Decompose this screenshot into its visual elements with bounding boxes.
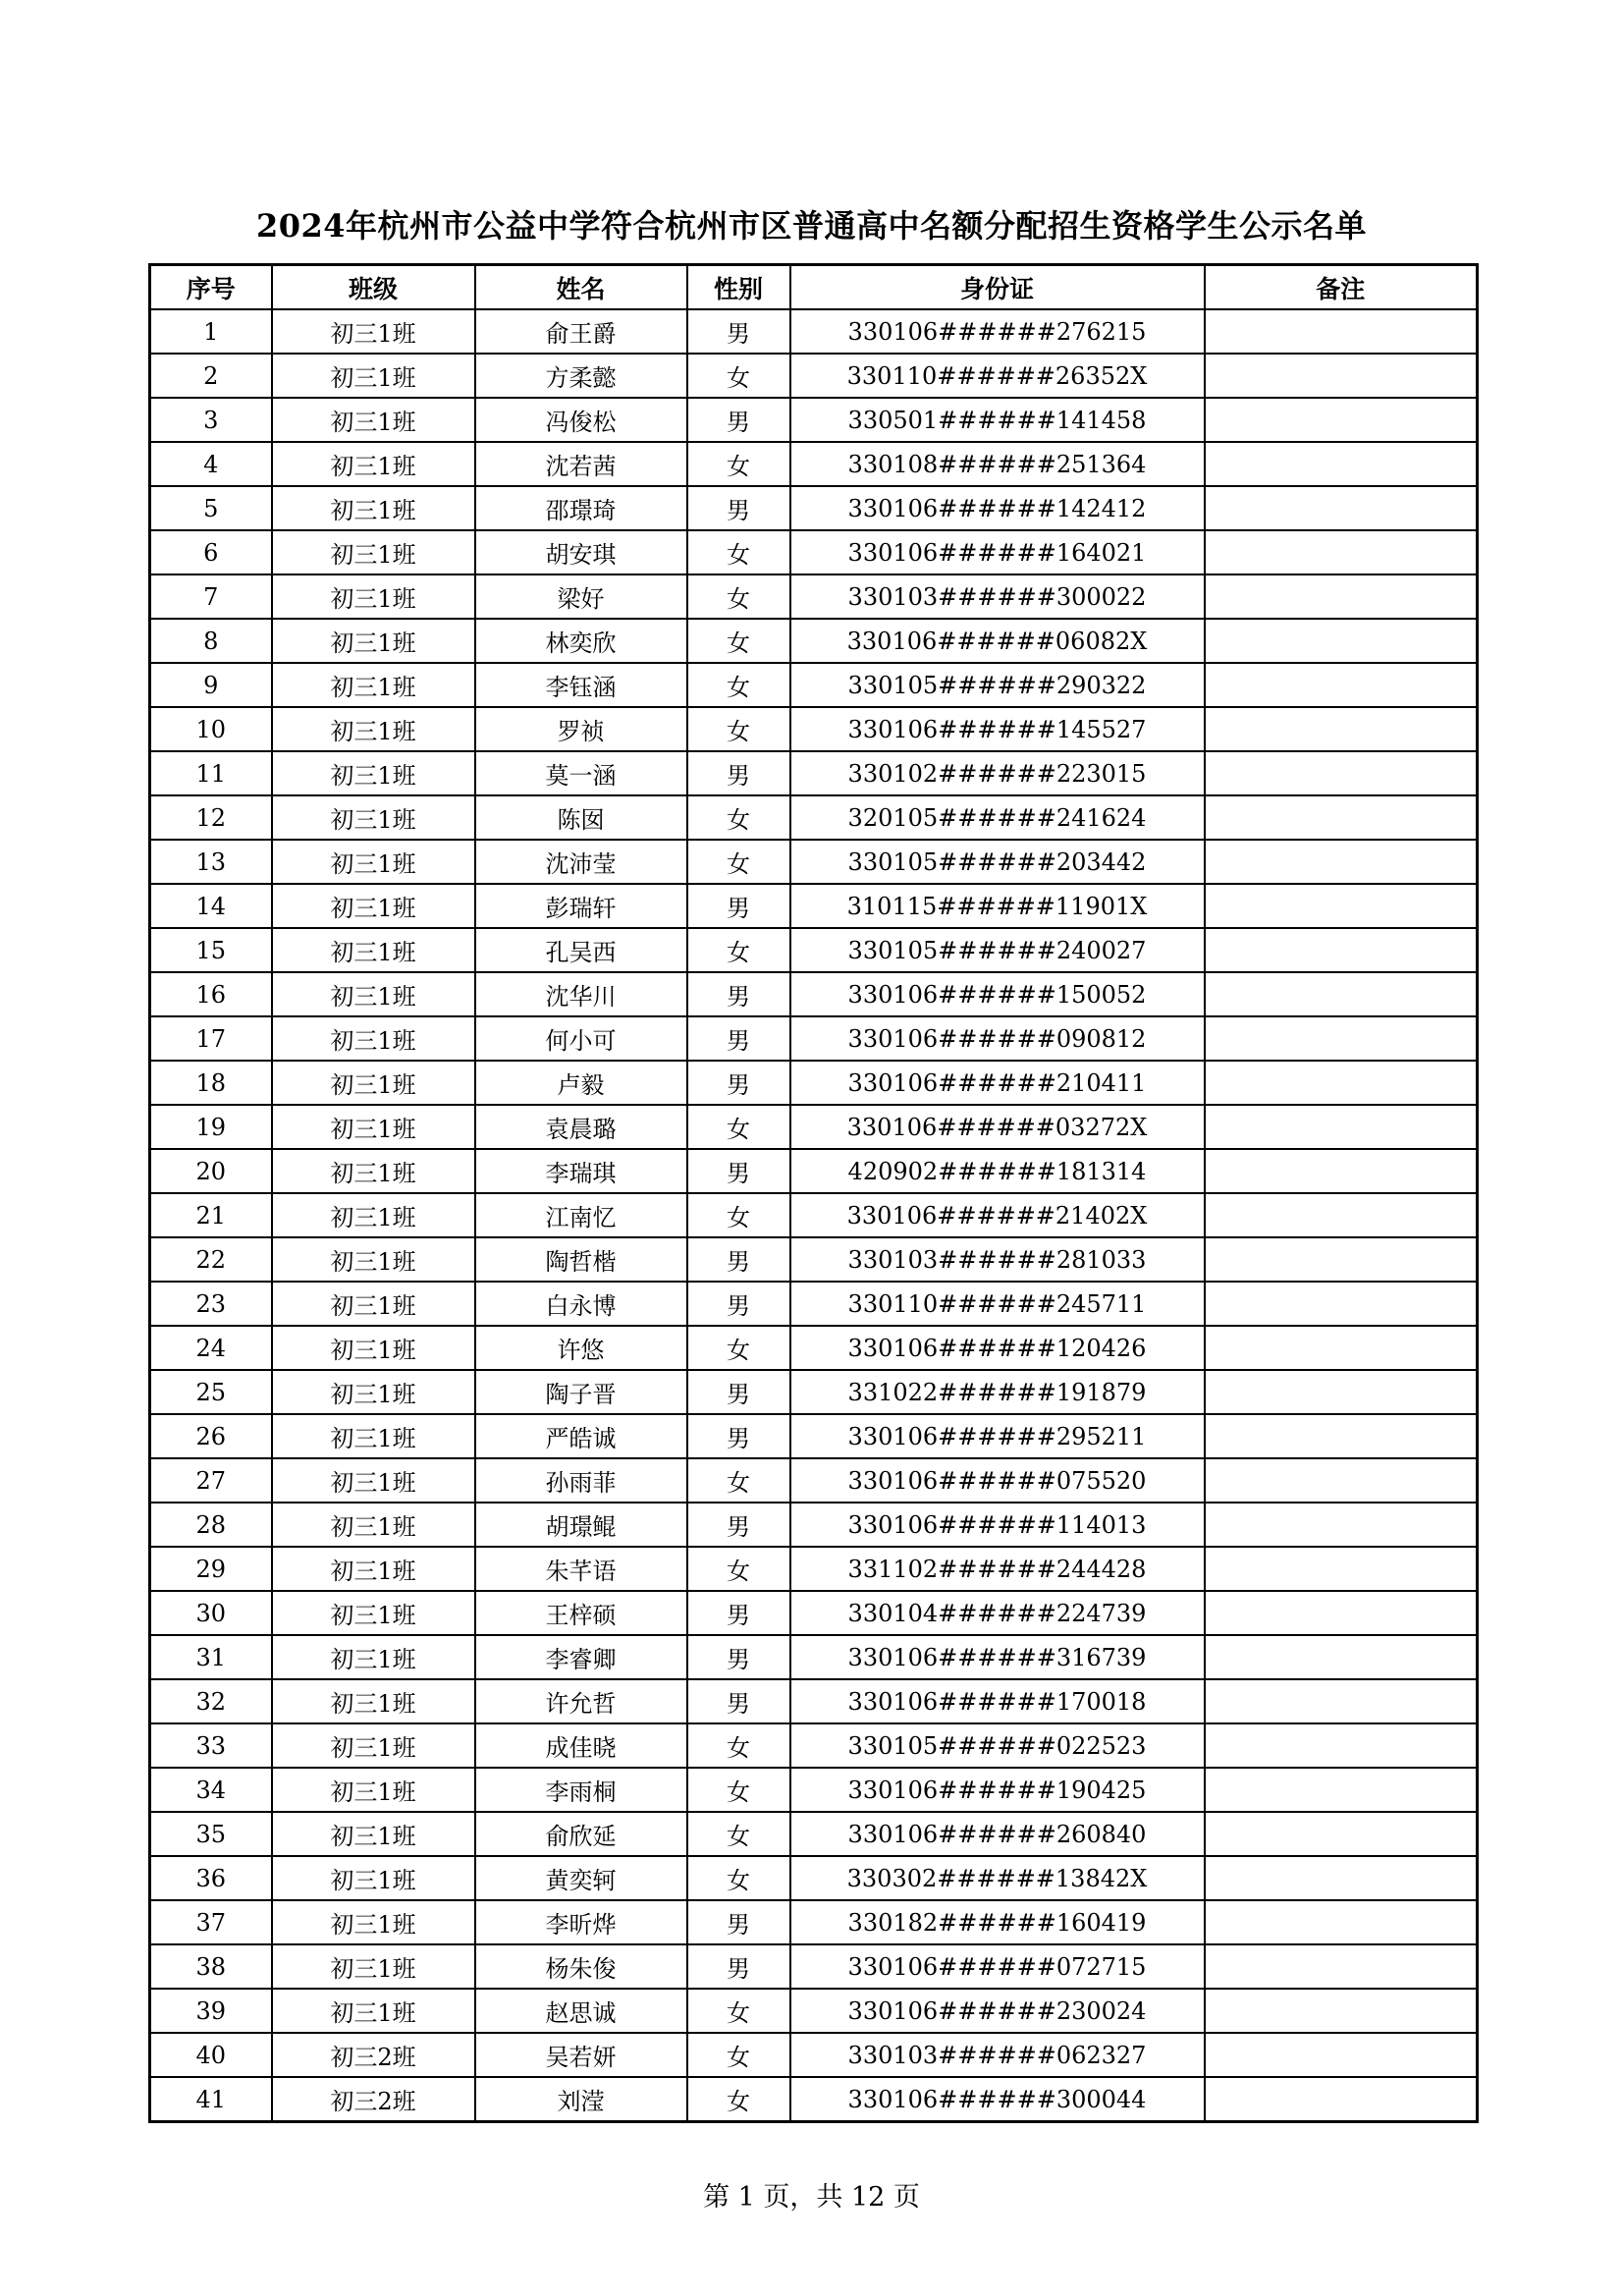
table-row xyxy=(150,1768,1478,1812)
table-row xyxy=(150,1591,1478,1635)
cell-class: 初三1班 xyxy=(272,1547,475,1591)
cell-name: 方柔懿 xyxy=(475,354,687,398)
cell-id-number: 330302######13842X xyxy=(790,1856,1205,1900)
table-row xyxy=(150,574,1478,619)
cell-class: 初三1班 xyxy=(272,1679,475,1723)
cell-class: 初三1班 xyxy=(272,530,475,574)
cell-id-number: 330105######203442 xyxy=(790,840,1205,884)
cell-id-number: 330103######281033 xyxy=(790,1237,1205,1282)
cell-name: 胡璟鲲 xyxy=(475,1503,687,1547)
cell-serial-number: 9 xyxy=(150,663,272,707)
cell-remarks xyxy=(1205,619,1478,663)
cell-gender: 男 xyxy=(687,1900,790,1944)
cell-serial-number: 28 xyxy=(150,1503,272,1547)
cell-serial-number: 10 xyxy=(150,707,272,751)
cell-gender: 男 xyxy=(687,884,790,928)
cell-serial-number: 32 xyxy=(150,1679,272,1723)
cell-name: 李雨桐 xyxy=(475,1768,687,1812)
cell-remarks xyxy=(1205,663,1478,707)
cell-gender: 女 xyxy=(687,354,790,398)
table-row xyxy=(150,530,1478,574)
cell-class: 初三1班 xyxy=(272,884,475,928)
cell-class: 初三2班 xyxy=(272,2033,475,2077)
cell-serial-number: 7 xyxy=(150,574,272,619)
table-row xyxy=(150,1237,1478,1282)
cell-serial-number: 17 xyxy=(150,1016,272,1061)
cell-serial-number: 19 xyxy=(150,1105,272,1149)
table-row xyxy=(150,1061,1478,1105)
cell-id-number: 330106######142412 xyxy=(790,486,1205,530)
cell-name: 胡安琪 xyxy=(475,530,687,574)
table-row xyxy=(150,2077,1478,2122)
table-row xyxy=(150,1547,1478,1591)
table-row xyxy=(150,751,1478,795)
cell-id-number: 330106######276215 xyxy=(790,309,1205,354)
cell-name: 江南忆 xyxy=(475,1193,687,1237)
cell-id-number: 330108######251364 xyxy=(790,442,1205,486)
header-gender: 性别 xyxy=(687,265,790,310)
cell-remarks xyxy=(1205,1414,1478,1458)
cell-id-number: 330102######223015 xyxy=(790,751,1205,795)
cell-serial-number: 5 xyxy=(150,486,272,530)
cell-name: 陶哲楷 xyxy=(475,1237,687,1282)
cell-gender: 男 xyxy=(687,1237,790,1282)
cell-id-number: 330105######022523 xyxy=(790,1723,1205,1768)
cell-gender: 男 xyxy=(687,1016,790,1061)
cell-remarks xyxy=(1205,1237,1478,1282)
cell-remarks xyxy=(1205,1944,1478,1989)
cell-remarks xyxy=(1205,1370,1478,1414)
cell-remarks xyxy=(1205,707,1478,751)
cell-serial-number: 13 xyxy=(150,840,272,884)
cell-id-number: 330106######03272X xyxy=(790,1105,1205,1149)
cell-remarks xyxy=(1205,574,1478,619)
cell-serial-number: 23 xyxy=(150,1282,272,1326)
cell-name: 白永博 xyxy=(475,1282,687,1326)
cell-serial-number: 21 xyxy=(150,1193,272,1237)
cell-name: 严皓诚 xyxy=(475,1414,687,1458)
cell-serial-number: 2 xyxy=(150,354,272,398)
cell-gender: 男 xyxy=(687,1635,790,1679)
table-row xyxy=(150,972,1478,1016)
cell-id-number: 330106######090812 xyxy=(790,1016,1205,1061)
cell-name: 彭瑞轩 xyxy=(475,884,687,928)
cell-class: 初三1班 xyxy=(272,1900,475,1944)
cell-class: 初三1班 xyxy=(272,751,475,795)
cell-id-number: 330110######26352X xyxy=(790,354,1205,398)
cell-id-number: 330106######150052 xyxy=(790,972,1205,1016)
page-title: 2024年杭州市公益中学符合杭州市区普通高中名额分配招生资格学生公示名单 xyxy=(255,207,1368,245)
cell-gender: 女 xyxy=(687,574,790,619)
cell-gender: 女 xyxy=(687,1458,790,1503)
cell-remarks xyxy=(1205,884,1478,928)
cell-id-number: 330182######160419 xyxy=(790,1900,1205,1944)
cell-serial-number: 11 xyxy=(150,751,272,795)
table-row xyxy=(150,1856,1478,1900)
cell-name: 冯俊松 xyxy=(475,398,687,442)
cell-gender: 女 xyxy=(687,2033,790,2077)
cell-remarks xyxy=(1205,2077,1478,2122)
cell-id-number: 330106######075520 xyxy=(790,1458,1205,1503)
cell-gender: 女 xyxy=(687,1812,790,1856)
cell-id-number: 330106######260840 xyxy=(790,1812,1205,1856)
cell-class: 初三1班 xyxy=(272,1989,475,2033)
cell-serial-number: 1 xyxy=(150,309,272,354)
cell-gender: 男 xyxy=(687,309,790,354)
cell-class: 初三1班 xyxy=(272,795,475,840)
cell-serial-number: 14 xyxy=(150,884,272,928)
cell-class: 初三1班 xyxy=(272,354,475,398)
cell-gender: 女 xyxy=(687,1547,790,1591)
cell-name: 成佳晓 xyxy=(475,1723,687,1768)
cell-id-number: 330106######120426 xyxy=(790,1326,1205,1370)
cell-gender: 女 xyxy=(687,840,790,884)
cell-gender: 男 xyxy=(687,1591,790,1635)
table-header-row xyxy=(150,265,1478,310)
cell-id-number: 330106######114013 xyxy=(790,1503,1205,1547)
cell-class: 初三1班 xyxy=(272,1237,475,1282)
cell-serial-number: 38 xyxy=(150,1944,272,1989)
cell-class: 初三1班 xyxy=(272,1414,475,1458)
table-body xyxy=(150,309,1478,2122)
cell-name: 俞欣延 xyxy=(475,1812,687,1856)
cell-id-number: 330105######240027 xyxy=(790,928,1205,972)
cell-gender: 女 xyxy=(687,530,790,574)
cell-name: 陶子晋 xyxy=(475,1370,687,1414)
cell-serial-number: 20 xyxy=(150,1149,272,1193)
cell-class: 初三1班 xyxy=(272,1282,475,1326)
cell-id-number: 330104######224739 xyxy=(790,1591,1205,1635)
cell-class: 初三1班 xyxy=(272,1016,475,1061)
cell-class: 初三1班 xyxy=(272,1061,475,1105)
cell-gender: 男 xyxy=(687,1061,790,1105)
student-roster-table xyxy=(148,263,1479,2123)
cell-name: 何小可 xyxy=(475,1016,687,1061)
cell-remarks xyxy=(1205,1061,1478,1105)
table-row xyxy=(150,398,1478,442)
cell-gender: 女 xyxy=(687,1856,790,1900)
cell-serial-number: 35 xyxy=(150,1812,272,1856)
page-footer: 第 1 页，共 12 页 xyxy=(703,2182,920,2213)
cell-remarks xyxy=(1205,1989,1478,2033)
cell-gender: 女 xyxy=(687,795,790,840)
cell-gender: 男 xyxy=(687,486,790,530)
cell-serial-number: 24 xyxy=(150,1326,272,1370)
cell-remarks xyxy=(1205,1458,1478,1503)
cell-remarks xyxy=(1205,1723,1478,1768)
cell-serial-number: 16 xyxy=(150,972,272,1016)
cell-remarks xyxy=(1205,354,1478,398)
cell-name: 孙雨菲 xyxy=(475,1458,687,1503)
cell-remarks xyxy=(1205,840,1478,884)
cell-remarks xyxy=(1205,1326,1478,1370)
cell-gender: 女 xyxy=(687,707,790,751)
cell-remarks xyxy=(1205,972,1478,1016)
cell-remarks xyxy=(1205,1768,1478,1812)
cell-class: 初三1班 xyxy=(272,1193,475,1237)
header-class: 班级 xyxy=(272,265,475,310)
cell-id-number: 331022######191879 xyxy=(790,1370,1205,1414)
cell-class: 初三1班 xyxy=(272,1503,475,1547)
cell-serial-number: 37 xyxy=(150,1900,272,1944)
cell-gender: 女 xyxy=(687,928,790,972)
table-row xyxy=(150,1370,1478,1414)
cell-id-number: 330106######170018 xyxy=(790,1679,1205,1723)
cell-name: 邵璟琦 xyxy=(475,486,687,530)
header-serial-number: 序号 xyxy=(150,265,272,310)
cell-serial-number: 33 xyxy=(150,1723,272,1768)
table-row xyxy=(150,707,1478,751)
cell-class: 初三1班 xyxy=(272,1944,475,1989)
cell-remarks xyxy=(1205,1679,1478,1723)
cell-name: 许允哲 xyxy=(475,1679,687,1723)
cell-id-number: 330106######230024 xyxy=(790,1989,1205,2033)
cell-id-number: 331102######244428 xyxy=(790,1547,1205,1591)
cell-serial-number: 29 xyxy=(150,1547,272,1591)
cell-class: 初三1班 xyxy=(272,1856,475,1900)
cell-name: 李钰涵 xyxy=(475,663,687,707)
cell-name: 沈若茜 xyxy=(475,442,687,486)
table-row xyxy=(150,795,1478,840)
cell-id-number: 330103######300022 xyxy=(790,574,1205,619)
table-row xyxy=(150,1812,1478,1856)
cell-class: 初三1班 xyxy=(272,928,475,972)
cell-id-number: 330501######141458 xyxy=(790,398,1205,442)
cell-serial-number: 3 xyxy=(150,398,272,442)
header-remarks: 备注 xyxy=(1205,265,1478,310)
table-row xyxy=(150,2033,1478,2077)
table-row xyxy=(150,1149,1478,1193)
table-row xyxy=(150,1193,1478,1237)
cell-gender: 男 xyxy=(687,751,790,795)
cell-gender: 男 xyxy=(687,972,790,1016)
cell-remarks xyxy=(1205,1856,1478,1900)
cell-gender: 女 xyxy=(687,1768,790,1812)
cell-id-number: 330105######290322 xyxy=(790,663,1205,707)
cell-remarks xyxy=(1205,530,1478,574)
cell-id-number: 330110######245711 xyxy=(790,1282,1205,1326)
cell-id-number: 330106######21402X xyxy=(790,1193,1205,1237)
cell-remarks xyxy=(1205,1900,1478,1944)
cell-remarks xyxy=(1205,1547,1478,1591)
cell-remarks xyxy=(1205,1503,1478,1547)
cell-gender: 女 xyxy=(687,1326,790,1370)
table-row xyxy=(150,1503,1478,1547)
cell-name: 赵思诚 xyxy=(475,1989,687,2033)
cell-name: 莫一涵 xyxy=(475,751,687,795)
cell-remarks xyxy=(1205,1193,1478,1237)
header-name: 姓名 xyxy=(475,265,687,310)
cell-class: 初三1班 xyxy=(272,1812,475,1856)
cell-serial-number: 36 xyxy=(150,1856,272,1900)
cell-gender: 女 xyxy=(687,1989,790,2033)
table-row xyxy=(150,1679,1478,1723)
cell-remarks xyxy=(1205,486,1478,530)
cell-gender: 男 xyxy=(687,1282,790,1326)
cell-name: 沈华川 xyxy=(475,972,687,1016)
cell-id-number: 330106######164021 xyxy=(790,530,1205,574)
cell-serial-number: 12 xyxy=(150,795,272,840)
cell-gender: 男 xyxy=(687,1149,790,1193)
cell-name: 吴若妍 xyxy=(475,2033,687,2077)
cell-id-number: 330106######072715 xyxy=(790,1944,1205,1989)
cell-serial-number: 40 xyxy=(150,2033,272,2077)
table-row xyxy=(150,1016,1478,1061)
cell-serial-number: 22 xyxy=(150,1237,272,1282)
cell-serial-number: 15 xyxy=(150,928,272,972)
cell-name: 许悠 xyxy=(475,1326,687,1370)
cell-serial-number: 25 xyxy=(150,1370,272,1414)
cell-remarks xyxy=(1205,1105,1478,1149)
cell-name: 陈囡 xyxy=(475,795,687,840)
table-row xyxy=(150,1282,1478,1326)
cell-serial-number: 4 xyxy=(150,442,272,486)
cell-remarks xyxy=(1205,1635,1478,1679)
cell-serial-number: 34 xyxy=(150,1768,272,1812)
cell-id-number: 330103######062327 xyxy=(790,2033,1205,2077)
cell-class: 初三1班 xyxy=(272,1458,475,1503)
cell-gender: 男 xyxy=(687,1944,790,1989)
cell-name: 林奕欣 xyxy=(475,619,687,663)
cell-serial-number: 31 xyxy=(150,1635,272,1679)
cell-gender: 女 xyxy=(687,442,790,486)
table-row xyxy=(150,1900,1478,1944)
cell-class: 初三1班 xyxy=(272,486,475,530)
cell-remarks xyxy=(1205,751,1478,795)
cell-class: 初三1班 xyxy=(272,1591,475,1635)
cell-id-number: 330106######210411 xyxy=(790,1061,1205,1105)
table-row xyxy=(150,1105,1478,1149)
table-row xyxy=(150,928,1478,972)
table-row xyxy=(150,354,1478,398)
cell-name: 王梓硕 xyxy=(475,1591,687,1635)
table-row xyxy=(150,1723,1478,1768)
table-row xyxy=(150,309,1478,354)
cell-class: 初三1班 xyxy=(272,707,475,751)
table-row xyxy=(150,1989,1478,2033)
cell-id-number: 330106######145527 xyxy=(790,707,1205,751)
cell-serial-number: 6 xyxy=(150,530,272,574)
cell-class: 初三1班 xyxy=(272,309,475,354)
cell-remarks xyxy=(1205,795,1478,840)
cell-name: 梁好 xyxy=(475,574,687,619)
cell-class: 初三2班 xyxy=(272,2077,475,2122)
cell-id-number: 420902######181314 xyxy=(790,1149,1205,1193)
table-row xyxy=(150,1326,1478,1370)
cell-id-number: 310115######11901X xyxy=(790,884,1205,928)
cell-name: 李昕烨 xyxy=(475,1900,687,1944)
cell-name: 袁晨璐 xyxy=(475,1105,687,1149)
cell-serial-number: 30 xyxy=(150,1591,272,1635)
cell-id-number: 330106######190425 xyxy=(790,1768,1205,1812)
cell-class: 初三1班 xyxy=(272,1149,475,1193)
cell-gender: 男 xyxy=(687,1370,790,1414)
cell-gender: 女 xyxy=(687,1723,790,1768)
cell-name: 杨朱俊 xyxy=(475,1944,687,1989)
cell-remarks xyxy=(1205,1812,1478,1856)
cell-serial-number: 26 xyxy=(150,1414,272,1458)
cell-class: 初三1班 xyxy=(272,840,475,884)
cell-remarks xyxy=(1205,442,1478,486)
table-row xyxy=(150,619,1478,663)
cell-class: 初三1班 xyxy=(272,1723,475,1768)
cell-serial-number: 8 xyxy=(150,619,272,663)
cell-gender: 女 xyxy=(687,663,790,707)
table-row xyxy=(150,1944,1478,1989)
table-row xyxy=(150,442,1478,486)
cell-serial-number: 18 xyxy=(150,1061,272,1105)
table-row xyxy=(150,486,1478,530)
cell-gender: 女 xyxy=(687,2077,790,2122)
cell-remarks xyxy=(1205,928,1478,972)
cell-id-number: 320105######241624 xyxy=(790,795,1205,840)
cell-class: 初三1班 xyxy=(272,574,475,619)
cell-gender: 男 xyxy=(687,398,790,442)
header-id-number: 身份证 xyxy=(790,265,1205,310)
cell-class: 初三1班 xyxy=(272,398,475,442)
cell-name: 刘滢 xyxy=(475,2077,687,2122)
cell-remarks xyxy=(1205,1016,1478,1061)
cell-id-number: 330106######295211 xyxy=(790,1414,1205,1458)
cell-name: 罗祯 xyxy=(475,707,687,751)
table-row xyxy=(150,1458,1478,1503)
cell-name: 李睿卿 xyxy=(475,1635,687,1679)
table-row xyxy=(150,1414,1478,1458)
cell-gender: 女 xyxy=(687,619,790,663)
cell-class: 初三1班 xyxy=(272,619,475,663)
cell-remarks xyxy=(1205,1149,1478,1193)
cell-remarks xyxy=(1205,309,1478,354)
table-row xyxy=(150,663,1478,707)
cell-class: 初三1班 xyxy=(272,442,475,486)
table-row xyxy=(150,884,1478,928)
cell-serial-number: 41 xyxy=(150,2077,272,2122)
cell-name: 黄奕轲 xyxy=(475,1856,687,1900)
cell-gender: 男 xyxy=(687,1503,790,1547)
cell-name: 朱芊语 xyxy=(475,1547,687,1591)
cell-class: 初三1班 xyxy=(272,972,475,1016)
cell-remarks xyxy=(1205,1591,1478,1635)
cell-id-number: 330106######300044 xyxy=(790,2077,1205,2122)
cell-serial-number: 27 xyxy=(150,1458,272,1503)
cell-gender: 男 xyxy=(687,1679,790,1723)
cell-name: 俞王爵 xyxy=(475,309,687,354)
cell-class: 初三1班 xyxy=(272,1105,475,1149)
cell-class: 初三1班 xyxy=(272,1326,475,1370)
cell-name: 卢毅 xyxy=(475,1061,687,1105)
cell-id-number: 330106######06082X xyxy=(790,619,1205,663)
cell-name: 李瑞琪 xyxy=(475,1149,687,1193)
cell-class: 初三1班 xyxy=(272,1635,475,1679)
cell-name: 孔吴西 xyxy=(475,928,687,972)
cell-remarks xyxy=(1205,398,1478,442)
cell-class: 初三1班 xyxy=(272,1370,475,1414)
table-row xyxy=(150,1635,1478,1679)
cell-id-number: 330106######316739 xyxy=(790,1635,1205,1679)
cell-gender: 女 xyxy=(687,1105,790,1149)
table-row xyxy=(150,840,1478,884)
cell-class: 初三1班 xyxy=(272,1768,475,1812)
cell-remarks xyxy=(1205,1282,1478,1326)
cell-gender: 男 xyxy=(687,1414,790,1458)
cell-name: 沈沛莹 xyxy=(475,840,687,884)
cell-remarks xyxy=(1205,2033,1478,2077)
cell-class: 初三1班 xyxy=(272,663,475,707)
cell-serial-number: 39 xyxy=(150,1989,272,2033)
cell-gender: 女 xyxy=(687,1193,790,1237)
